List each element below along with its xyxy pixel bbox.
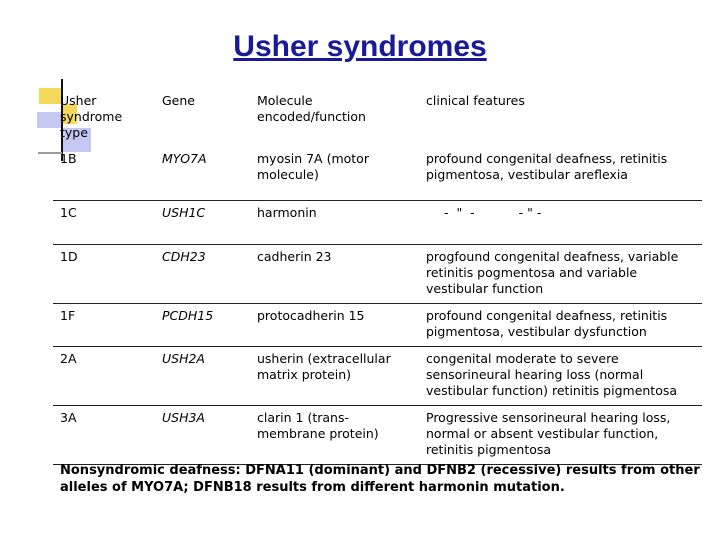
- cell-gene: USH2A: [155, 346, 250, 405]
- table-row: [53, 147, 702, 200]
- ditto-mark-2: - " -: [518, 204, 542, 220]
- cell-features: congenital moderate to severe sensorineural hearing loss (normal vestibular function) retinitis pigmentosa: [419, 346, 702, 405]
- cell-type: 2A: [53, 346, 155, 405]
- ditto-mark-1: - " -: [444, 204, 475, 220]
- cell-gene: USH3A: [155, 405, 250, 464]
- table-row: [53, 303, 702, 346]
- cell-type: 1B: [53, 147, 155, 200]
- cell-type: 3A: [53, 405, 155, 464]
- header-molecule: Molecule encoded/function: [257, 93, 366, 124]
- table-row: [53, 200, 702, 244]
- cell-molecule: protocadherin 15: [250, 303, 419, 346]
- cell-molecule: cadherin 23: [250, 244, 419, 303]
- cell-features-ditto: [419, 200, 702, 244]
- page-title: Usher syndromes: [233, 30, 487, 63]
- header-gene: Gene: [162, 93, 195, 108]
- cell-gene: MYO7A: [155, 147, 250, 200]
- cell-type: 1C: [53, 200, 155, 244]
- table-header-row: [53, 89, 702, 147]
- table-row: [53, 405, 702, 464]
- table-row: [53, 346, 702, 405]
- cell-features: Progressive sensorineural hearing loss, normal or absent vestibular function, retinitis pigmentosa: [419, 405, 702, 464]
- cell-features: profound congenital deafness, retinitis pigmentosa, vestibular dysfunction: [419, 303, 702, 346]
- cell-molecule: myosin 7A (motor molecule): [250, 147, 419, 200]
- footnote-nonsyndromic-deafness: Nonsyndromic deafness: DFNA11 (dominant) and DFNB2 (recessive) results from other alleles of MYO7A; DFNB18 results from different harmonin mutation.: [60, 463, 700, 495]
- cell-gene: CDH23: [155, 244, 250, 303]
- cell-features: progfound congenital deafness, variable retinitis pogmentosa and variable vestibular function: [419, 244, 702, 303]
- cell-gene: USH1C: [155, 200, 250, 244]
- usher-syndromes-table: [53, 89, 702, 465]
- cell-features: profound congenital deafness, retinitis pigmentosa, vestibular areflexia: [419, 147, 702, 200]
- cell-molecule: clarin 1 (trans-membrane protein): [250, 405, 419, 464]
- cell-type: 1D: [53, 244, 155, 303]
- header-features: clinical features: [426, 93, 525, 108]
- cell-molecule: usherin (extracellular matrix protein): [250, 346, 419, 405]
- cell-type: 1F: [53, 303, 155, 346]
- header-type: Usher syndrome type: [60, 93, 123, 140]
- cell-gene: PCDH15: [155, 303, 250, 346]
- cell-molecule: harmonin: [250, 200, 419, 244]
- table-row: [53, 244, 702, 303]
